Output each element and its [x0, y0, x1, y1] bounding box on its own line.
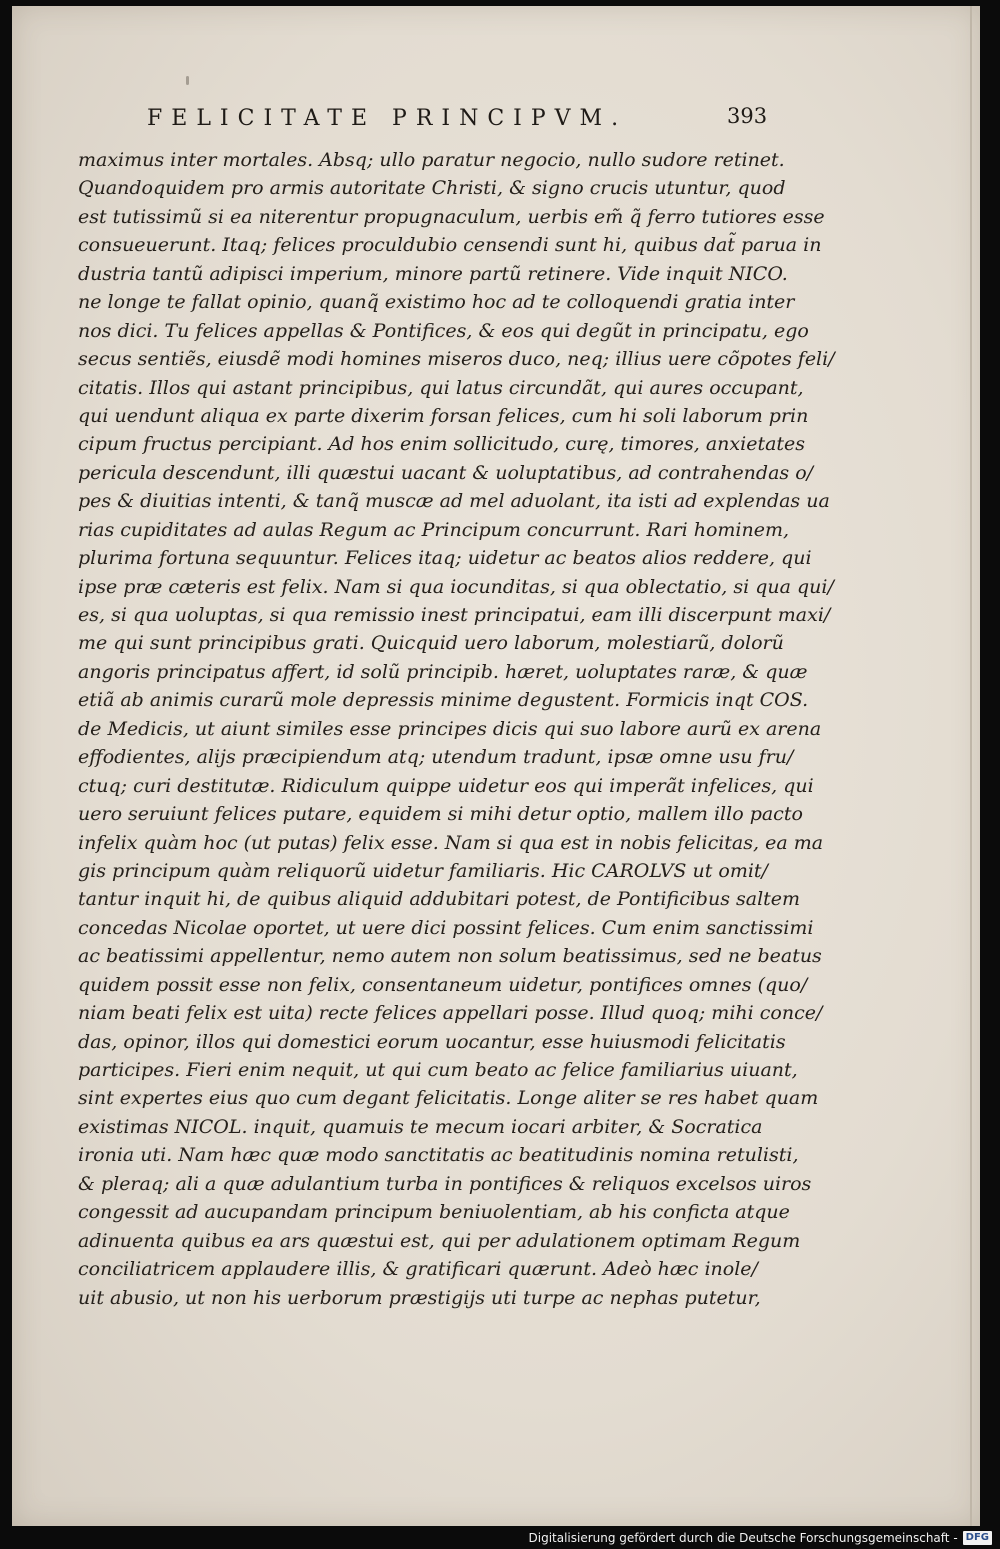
text-line: das, opinor, illos qui domestici eorum uocantur, esse huiusmodi felicitatis	[78, 1030, 786, 1053]
text-line: effodientes, alijs præcipiendum atq; utendum tradunt, ipsæ omne usu fru/	[78, 746, 794, 769]
text-line: ctuq; curi destitutæ. Ridiculum quippe uidetur eos qui imperãt infelices, qui	[78, 774, 814, 797]
text-line: ipse præ cæteris est felix. Nam si qua iocunditas, si qua oblectatio, si qua qui/	[78, 575, 834, 598]
book-page	[12, 6, 980, 1526]
text-line: quidem possit esse non felix, consentaneum uidetur, pontifices omnes (quo/	[78, 973, 808, 996]
text-line: sint expertes eius quo cum degant felicitatis. Longe aliter se res habet quam	[78, 1087, 819, 1110]
text-line: pes & diuitias intenti, & tanq̃ muscæ ad mel aduolant, ita isti ad explendas ua	[78, 490, 830, 513]
text-line: adinuenta quibus ea ars quæstui est, qui per adulationem optimam Regum	[78, 1229, 801, 1252]
text-line: angoris principatus affert, id solũ principib. hæret, uoluptates raræ, & quæ	[78, 660, 808, 683]
text-line: es, si qua uoluptas, si qua remissio inest principatui, eam illi discerpunt maxi/	[78, 604, 831, 626]
text-line: est tutissimũ si ea niterentur propugnaculum, uerbis em̃ q̃ ferro tutiores esse	[78, 205, 825, 228]
text-line: niam beati felix est uita) recte felices appellari posse. Illud quoq; mihi conce/	[78, 1002, 823, 1025]
text-line: plurima fortuna sequuntur. Felices itaq; uidetur ac beatos alios reddere, qui	[78, 547, 812, 570]
text-line: & pleraq; ali a quæ adulantium turba in pontifices & reliquos excelsos uiros	[78, 1172, 812, 1195]
text-line: maximus inter mortales. Absq; ullo paratur negocio, nullo sudore retinet.	[78, 149, 785, 171]
text-line: me qui sunt principibus grati. Quicquid uero laborum, molestiarũ, dolorũ	[78, 632, 784, 655]
body-text	[78, 146, 835, 1312]
text-line: conciliatricem applaudere illis, & gratificari quærunt. Adeò hæc inole/	[78, 1258, 758, 1281]
text-line: uero seruiunt felices putare, equidem si mihi detur optio, mallem illo pacto	[78, 803, 803, 826]
text-line: dustria tantũ adipisci imperium, minore partũ retinere. Vide inquit NICO.	[78, 262, 788, 285]
text-line: uit abusio, ut non his uerborum præstigijs uti turpe ac nephas putetur,	[78, 1286, 761, 1309]
text-line: participes. Fieri enim nequit, ut qui cum beato ac felice familiarius uiuant,	[78, 1059, 798, 1081]
text-line: secus sentiẽs, eiusdẽ modi homines miseros duco, neq; illius uere cõpotes feli/	[78, 348, 835, 371]
text-line: qui uendunt aliqua ex parte dixerim forsan felices, cum hi soli laborum prin	[78, 404, 809, 427]
text-line: ac beatissimi appellentur, nemo autem non solum beatissimus, sed ne beatus	[78, 945, 822, 968]
text-line: concedas Nicolae oportet, ut uere dici possint felices. Cum enim sanctissimi	[78, 916, 814, 939]
text-line: infelix quàm hoc (ut putas) felix esse. Nam si qua est in nobis felicitas, ea ma	[78, 831, 824, 854]
text-line: nos dici. Tu felices appellas & Pontifices, & eos qui degũt in principatu, ego	[78, 319, 809, 342]
dfg-logo-icon: DFG	[963, 1531, 992, 1545]
text-line: etiã ab animis curarũ mole depressis minime degustent. Formicis inqt COS.	[78, 689, 809, 712]
running-title: FELICITATE PRINCIPVM.	[147, 106, 628, 131]
text-line: citatis. Illos qui astant principibus, qui latus circundãt, qui aures occupant,	[78, 376, 804, 399]
text-line: Quandoquidem pro armis autoritate Christi, & signo crucis utuntur, quod	[78, 177, 786, 200]
text-line: tantur inquit hi, de quibus aliquid addubitari potest, de Pontificibus saltem	[78, 888, 801, 911]
text-line: consueuerunt. Itaq; felices proculdubio censendi sunt hi, quibus dat̃ parua in	[78, 234, 822, 257]
text-line: pericula descendunt, illi quæstui uacant & uoluptatibus, ad contrahendas o/	[78, 461, 814, 484]
footer-credit	[529, 1531, 993, 1545]
text-line: ne longe te fallat opinio, quanq̃ existimo hoc ad te colloquendi gratia inter	[78, 291, 795, 314]
page-number: 393	[727, 104, 768, 128]
page-edge	[970, 6, 972, 1526]
text-line: ironia uti. Nam hæc quæ modo sanctitatis ac beatitudinis nomina retulisti,	[78, 1144, 799, 1167]
text-line: cipum fructus percipiant. Ad hos enim sollicitudo, curę, timores, anxietates	[78, 433, 806, 456]
text-line: rias cupiditates ad aulas Regum ac Principum concurrunt. Rari hominem,	[78, 518, 790, 541]
text-line: existimas NICOL. inquit, quamuis te mecum iocari arbiter, & Socratica	[78, 1115, 763, 1138]
funding-credit: Digitalisierung gefördert durch die Deutsche Forschungsgemeinschaft -	[528, 1531, 958, 1545]
text-line: de Medicis, ut aiunt similes esse principes dicis qui suo labore aurũ ex arena	[78, 717, 822, 740]
ink-mark	[186, 76, 189, 85]
text-line: gis principum quàm reliquorũ uidetur familiaris. Hic CAROLVS ut omit/	[78, 859, 768, 882]
text-line: congessit ad aucupandam principum beniuolentiam, ab his conficta atque	[78, 1201, 790, 1224]
